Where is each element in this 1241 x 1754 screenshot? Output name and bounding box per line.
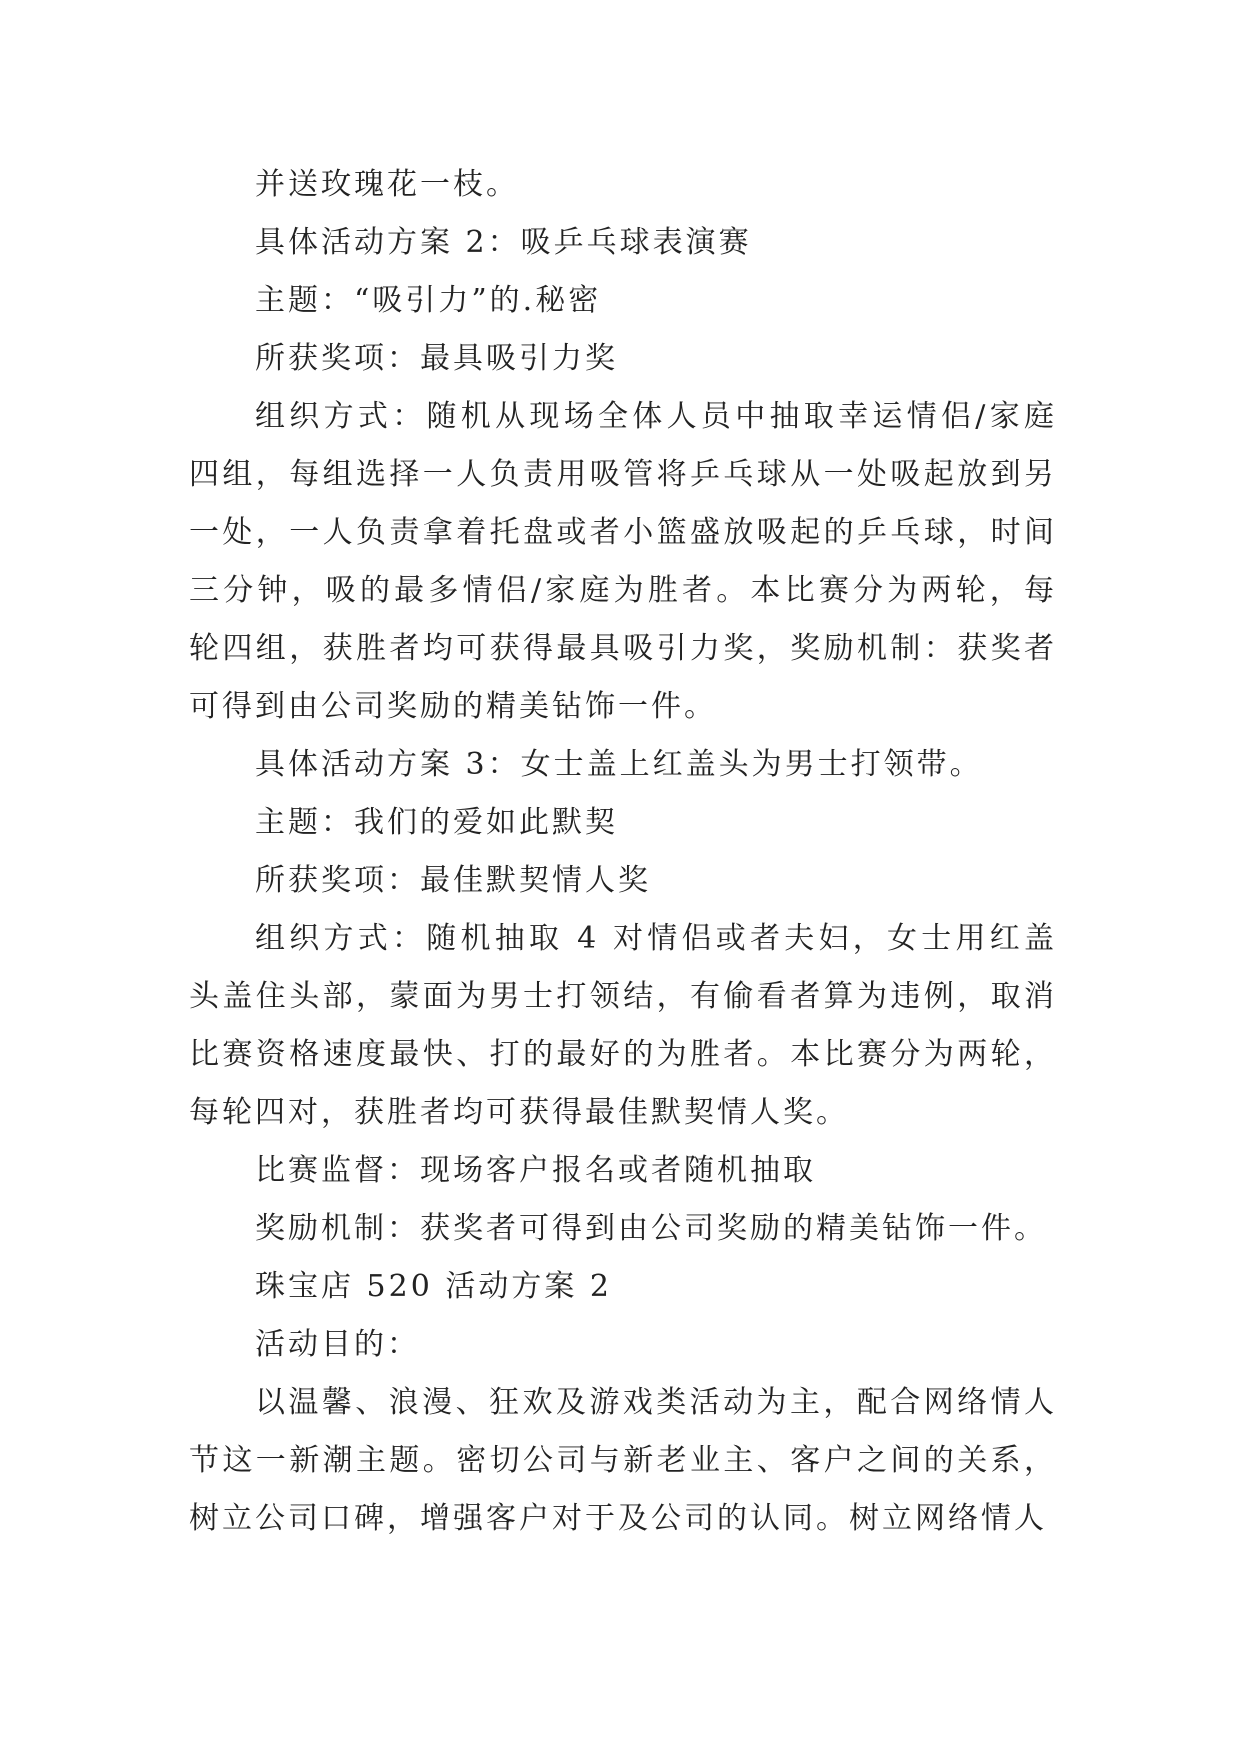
paragraph-plan-3-organization: 组织方式：随机抽取 4 对情侣或者夫妇，女士用红盖头盖住头部，蒙面为男士打领结，有偷看者算为违例，取消比赛资格速度最快、打的最好的为胜者。本比赛分为两轮，每轮四对，获胜者均可获得最佳默契情人奖。 (189, 921, 1057, 1130)
paragraph-plan-2-organization: 组织方式：随机从现场全体人员中抽取幸运情侣/家庭四组，每组选择一人负责用吸管将乒乓球从一处吸起放到另一处，一人负责拿着托盘或者小篮盛放吸起的乒乓球，时间三分钟，吸的最多情侣/家庭为胜者。本比赛分为两轮，每轮四组，获胜者均可获得最具吸引力奖，奖励机制：获奖者可得到由公司奖励的精美钻饰一件。 (189, 399, 1057, 724)
paragraph-purpose-body: 以温馨、浪漫、狂欢及游戏类活动为主，配合网络情人节这一新潮主题。密切公司与新老业主、客户之间的关系，树立公司口碑，增强客户对于及公司的认同。树立网络情人 (189, 1385, 1057, 1536)
paragraph-plan-2-award: 所获奖项：最具吸引力奖 (255, 341, 618, 376)
document-body (189, 156, 1057, 1548)
paragraph-rose-gift: 并送玫瑰花一枝。 (255, 167, 519, 202)
paragraph-reward-mechanism: 奖励机制：获奖者可得到由公司奖励的精美钻饰一件。 (255, 1211, 1047, 1246)
paragraph-supervision: 比赛监督：现场客户报名或者随机抽取 (255, 1153, 816, 1188)
paragraph-plan-3-title: 具体活动方案 3：女士盖上红盖头为男士打领带。 (255, 747, 983, 782)
paragraph-section-heading: 珠宝店 520 活动方案 2 (255, 1269, 612, 1304)
paragraph-plan-3-award: 所获奖项：最佳默契情人奖 (255, 863, 651, 898)
paragraph-purpose-label: 活动目的： (255, 1327, 420, 1362)
paragraph-plan-2-theme: 主题：“吸引力”的.秘密 (255, 283, 602, 318)
paragraph-plan-3-theme: 主题：我们的爱如此默契 (255, 805, 618, 840)
paragraph-plan-2-title: 具体活动方案 2：吸乒乓球表演赛 (255, 225, 752, 260)
